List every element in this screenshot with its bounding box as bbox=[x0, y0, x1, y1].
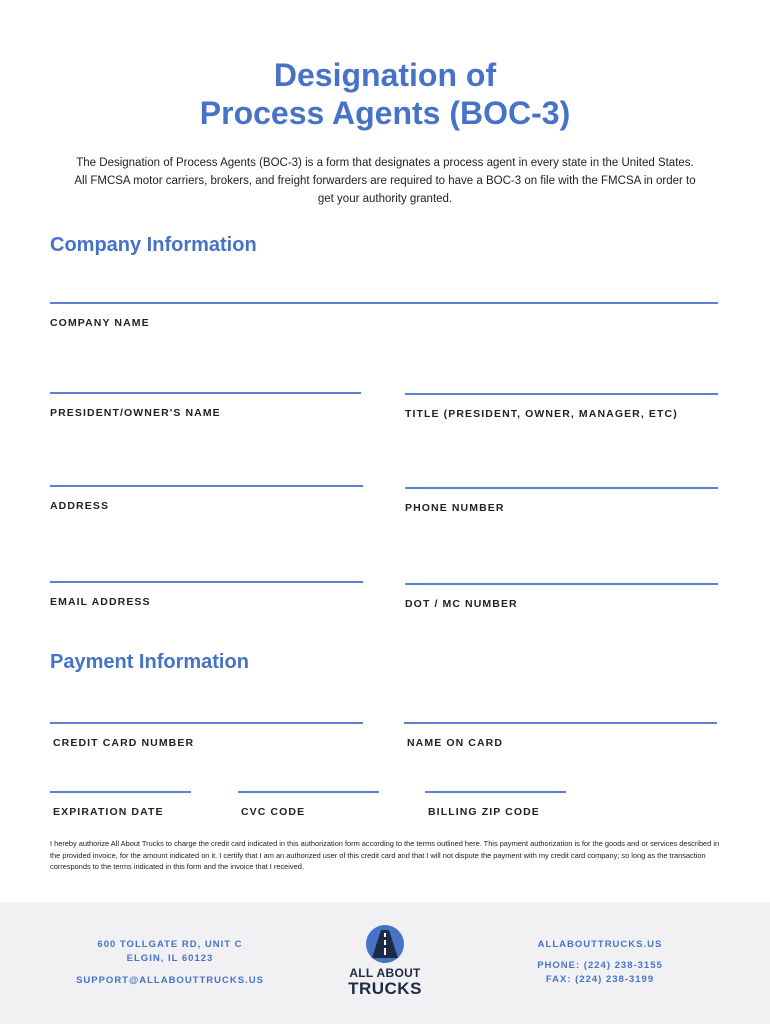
address-field[interactable] bbox=[50, 485, 363, 512]
title-label: TITLE (PRESIDENT, OWNER, MANAGER, ETC) bbox=[405, 408, 678, 420]
credit-card-number-label: CREDIT CARD NUMBER bbox=[53, 737, 195, 749]
address-line[interactable] bbox=[50, 485, 363, 487]
footer-address-line1: 600 TOLLGATE RD, UNIT C bbox=[97, 939, 243, 950]
title-line[interactable] bbox=[405, 393, 718, 395]
phone-number-label: PHONE NUMBER bbox=[405, 502, 505, 514]
expiration-date-label: EXPIRATION DATE bbox=[53, 806, 164, 818]
footer-website-link[interactable]: ALLABOUTTRUCKS.US bbox=[537, 939, 663, 950]
credit-card-number-line[interactable] bbox=[50, 722, 363, 724]
cvc-code-field[interactable] bbox=[238, 791, 379, 818]
company-information-heading: Company Information bbox=[50, 234, 257, 256]
billing-zip-code-field[interactable] bbox=[425, 791, 566, 818]
expiration-date-field[interactable] bbox=[50, 791, 191, 818]
dot-mc-number-line[interactable] bbox=[405, 583, 718, 585]
name-on-card-line[interactable] bbox=[404, 722, 717, 724]
credit-card-number-field[interactable] bbox=[50, 722, 363, 749]
footer-address-line2: ELGIN, IL 60123 bbox=[126, 953, 214, 964]
footer-support-email-link[interactable]: SUPPORT@ALLABOUTTRUCKS.US bbox=[76, 975, 264, 986]
logo-text-line2: TRUCKS bbox=[348, 979, 422, 998]
dot-mc-number-label: DOT / MC NUMBER bbox=[405, 598, 518, 610]
road-icon bbox=[365, 924, 405, 964]
footer-phone: PHONE: (224) 238-3155 bbox=[537, 960, 663, 971]
phone-number-field[interactable] bbox=[405, 487, 718, 514]
president-name-field[interactable] bbox=[50, 392, 361, 419]
page-title-line1: Designation of bbox=[273, 57, 497, 93]
phone-number-line[interactable] bbox=[405, 487, 718, 489]
address-label: ADDRESS bbox=[50, 500, 110, 512]
footer bbox=[0, 902, 770, 1024]
dot-mc-number-field[interactable] bbox=[405, 583, 718, 610]
cvc-code-line[interactable] bbox=[238, 791, 379, 793]
name-on-card-field[interactable] bbox=[404, 722, 717, 749]
intro-paragraph: The Designation of Process Agents (BOC-3) is a form that designates a process agent in every state in the United States. All FMCSA motor carriers, brokers, and freight forwarders are required to have a BOC-3 on file with the FMCSA in order to get your authority granted. bbox=[74, 157, 696, 205]
email-address-label: EMAIL ADDRESS bbox=[50, 596, 151, 608]
footer-contact-right bbox=[490, 938, 710, 987]
authorization-statement: I hereby authorize All About Trucks to charge the credit card indicated in this authorization form according to the terms outlined here. This payment authorization is for the goods and or services described in the provided invoice, for the amount indicated on it. I certify that I am an authorized user of this credit card and that I will not dispute the payment with my credit card company; so long as the transaction corresponds to the terms indicated in this form and the invoice that I received. bbox=[50, 839, 720, 871]
company-name-field[interactable] bbox=[50, 302, 718, 329]
billing-zip-code-line[interactable] bbox=[425, 791, 566, 793]
name-on-card-label: NAME ON CARD bbox=[407, 737, 504, 749]
logo-text-line1: ALL ABOUT bbox=[349, 966, 421, 980]
payment-information-heading: Payment Information bbox=[50, 651, 249, 673]
president-name-label: PRESIDENT/OWNER'S NAME bbox=[50, 407, 221, 419]
expiration-date-line[interactable] bbox=[50, 791, 191, 793]
billing-zip-code-label: BILLING ZIP CODE bbox=[428, 806, 540, 818]
page-title bbox=[0, 56, 770, 132]
cvc-code-label: CVC CODE bbox=[241, 806, 306, 818]
company-name-line[interactable] bbox=[50, 302, 718, 304]
title-field[interactable] bbox=[405, 393, 718, 420]
all-about-trucks-logo bbox=[330, 924, 440, 998]
email-address-line[interactable] bbox=[50, 581, 363, 583]
company-name-label: COMPANY NAME bbox=[50, 317, 150, 329]
footer-fax: FAX: (224) 238-3199 bbox=[545, 974, 655, 985]
footer-contact-left bbox=[60, 938, 280, 988]
email-address-field[interactable] bbox=[50, 581, 363, 608]
page-title-line2: Process Agents (BOC-3) bbox=[199, 95, 571, 131]
president-name-line[interactable] bbox=[50, 392, 361, 394]
